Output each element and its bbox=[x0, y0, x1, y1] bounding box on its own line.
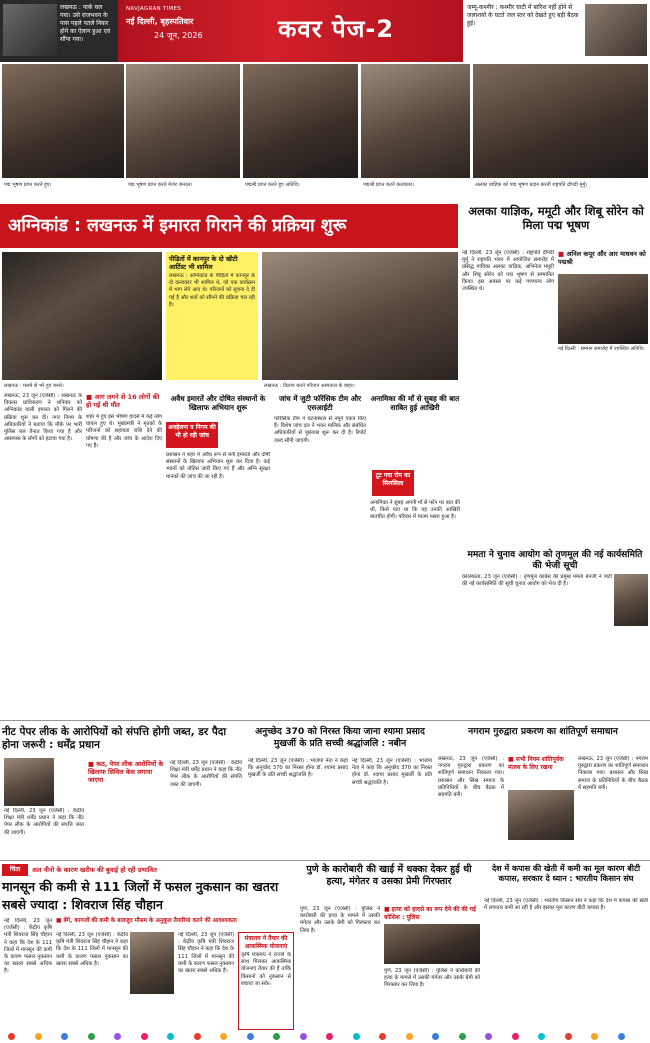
registration-dot bbox=[167, 1033, 174, 1040]
registration-dot bbox=[273, 1033, 280, 1040]
registration-dot bbox=[512, 1033, 519, 1040]
lead-headline: अग्निकांड : लखनऊ में इमारत गिराने की प्रक्रिया शुरू bbox=[0, 204, 458, 248]
article370-headline: अनुच्छेद 370 को निरस्त किया जाना श्यामा प्रसाद मुखर्जी के प्रति सच्ची श्रद्धांजलि : नबीन bbox=[255, 726, 425, 749]
registration-dot bbox=[406, 1033, 413, 1040]
pune-body-2: पुणे, 23 जून (एजेंसी) : पुलिस ने कारोबारी की हत्या के मामले में उसकी मंगेतर और उसके प्रेमी को गिरफ्तार कर लिया है। bbox=[384, 968, 480, 989]
registration-dot bbox=[194, 1033, 201, 1040]
row3-divider bbox=[0, 860, 650, 861]
registration-dot bbox=[8, 1033, 15, 1040]
registration-dot bbox=[485, 1033, 492, 1040]
registration-dot bbox=[141, 1033, 148, 1040]
page-title: कवर पेज-2 bbox=[278, 15, 395, 43]
mamata-photo bbox=[614, 574, 648, 626]
registration-dot bbox=[88, 1033, 95, 1040]
registration-dot bbox=[565, 1033, 572, 1040]
story1-body: प्रशासन ने शहर में अवैध रूप से बनी इमारतों और दोषी संस्थानों के खिलाफ अभियान शुरू कर दिया है। कई भवनों को नोटिस जारी किए गए हैं और अग्नि सुरक्षा मानकों की जांच की जा रही है। bbox=[166, 452, 270, 480]
grieving-family-photo bbox=[262, 252, 458, 380]
lead-body-col2: शहर में हुए इस भीषण हादसे में कई लोग घायल हुए थे। मुख्यमंत्री ने मृतकों के परिजनों को सहायता राशि देने की घोषणा की है और जांच के आदेश दिए गए हैं। bbox=[86, 414, 162, 449]
story1-highlight: अवहेलना व निगम की भी हो रही जांच bbox=[166, 422, 218, 448]
row2-divider bbox=[0, 720, 650, 721]
monsoon-body-3: नई दिल्ली, 23 जून (एजेंसी) : केंद्रीय कृषि मंत्री शिवराज सिंह चौहान ने कहा कि देश के 111 जिलों में मानसून की कमी के कारण फसल नुकसान का खतरा सबसे अधिक है। bbox=[178, 932, 234, 975]
mamata-headline: ममता ने चुनाव आयोग को तृणमूल की नई कार्यसमिति की भेजी सूची bbox=[467, 550, 643, 571]
pune-body: पुणे, 23 जून (एजेंसी) : पुलिस ने कारोबारी की हत्या के मामले में उसकी मंगेतर और उसके प्रेमी को गिरफ्तार कर लिया है। bbox=[300, 906, 380, 934]
right-body: नई दिल्ली, 23 जून (एजेंसी) : राष्ट्रपति द्रौपदी मुर्मू ने राष्ट्रपति भवन में आयोजित समारोह में प्रसिद्ध गायिका अलका याज्ञिक, अभिनेता ममूटी और शिबू सोरेन को पद्म भूषण से सम्मानित किया। इस अवसर पर कई गणमान्य लोग उपस्थित थे। bbox=[462, 250, 554, 293]
pradhan-photo bbox=[4, 758, 54, 806]
right-teaser-text: जम्मू-कश्मीर : कश्मीर घाटी में बारिश नहीं होने से जलाशयों के घटते जल स्तर को देखते हुए बड़ी बैठक हुई। bbox=[467, 4, 579, 27]
pune-photo bbox=[384, 924, 480, 964]
teaser-photo-right bbox=[585, 4, 647, 56]
monsoon-headline: मानसून की कमी से 111 जिलों में फसल नुकसान का खतरा सबसे ज्यादा : शिवराज सिंह चौहान bbox=[2, 879, 279, 912]
center-photo-caption: लखनऊ : विलाप करते परिजन अस्पताल के बाहर। bbox=[264, 383, 355, 389]
paper-name: NAVJAGRAN TIMES bbox=[126, 6, 182, 12]
right-award-photo bbox=[558, 274, 648, 344]
story2-headline: जांच में जुटी फॉरेंसिक टीम और एसआईटी bbox=[278, 394, 362, 412]
gurudwara-body: लखनऊ, 23 जून (एजेंसी) : नगराम गुरुद्वारा प्रकरण का शांतिपूर्ण समाधान निकाला गया। प्रशासन और सिख समाज के प्रतिनिधियों के बीच बैठक में सहमति बनी। bbox=[438, 756, 504, 799]
neet-body-2: नई दिल्ली, 23 जून (एजेंसी) : केंद्रीय शिक्षा मंत्री धर्मेंद्र प्रधान ने कहा कि नीट पेपर लीक के आरोपियों की संपत्ति जब्त की जाएगी। bbox=[170, 760, 242, 788]
registration-dot bbox=[618, 1033, 625, 1040]
story3-body: अनामिका ने सुबह अपनी माँ से फोन पर बात की थी, किसे पता था कि यह उनकी आखिरी बातचीत होगी। परिवार में मातम पसरा हुआ है। bbox=[370, 500, 460, 521]
kanpur-box-title: पीड़ितों में कानपुर के दो खीटी आर्टिस्ट भी शामिल bbox=[169, 255, 238, 271]
registration-dot bbox=[114, 1033, 121, 1040]
registration-dot bbox=[379, 1033, 386, 1040]
cotton-body: नई दिल्ली, 23 जून (एजेंसी) : भारतीय किसान संघ ने कहा कि देश में कपास की खेती में लगातार कमी आ रही है और इसका मूल कारण बीटी कपास है। bbox=[484, 898, 648, 912]
monsoon-body-2: नई दिल्ली, 23 जून (एजेंसी) : केंद्रीय कृषि मंत्री शिवराज सिंह चौहान ने कहा कि देश के 111 जिलों में मानसून की कमी के कारण फसल नुकसान का खतरा सबसे अधिक है। bbox=[56, 932, 128, 967]
registration-dot bbox=[61, 1033, 68, 1040]
story3-headline: अनामिका की माँ से सुबह की बात साबित हुई आखिरी bbox=[370, 394, 460, 412]
registration-dot bbox=[432, 1033, 439, 1040]
right-headline: अलका याज्ञिक, ममूटी और शिबू सोरेन को मिला पद्म भूषण bbox=[468, 204, 644, 232]
award-photo-2 bbox=[126, 64, 240, 178]
lead-photo-caption: लखनऊ : मलबे से भरे हुए कमरे। bbox=[4, 383, 64, 389]
fire-building-photo bbox=[2, 252, 162, 380]
kanpur-box bbox=[166, 252, 258, 380]
photo-caption-2: पद्म भूषण प्राप्त करते मेजर जनरल। bbox=[128, 182, 193, 188]
chinta-tag: चिंता bbox=[2, 864, 28, 876]
monsoon-kicker: अल नीनो के कारण खरीफ की बुवाई हो रही प्रभावित bbox=[32, 866, 157, 874]
contingency-box-body: कृषि मंत्रालय ने राज्यों के साथ मिलकर आकस्मिक योजनाएं तैयार की हैं ताकि किसानों को नुकसान से बचाया जा सके। bbox=[241, 952, 291, 987]
kanpur-box-body: लखनऊ : अग्निकांड के पीड़ितों में कानपुर के दो कलाकार भी शामिल थे, जो एक कार्यक्रम में भाग लेने आए थे। परिजनों को सूचना दे दी गई है और शवों को सौंपने की प्रक्रिया चल रही है। bbox=[169, 273, 255, 308]
page-header bbox=[0, 0, 650, 62]
lead-subhead: ■ आग लगने से 16 लोगों की हो गई थी मौत bbox=[86, 393, 162, 409]
monsoon-subhead: ■ बेंगे, कागजों की कमी के बावजूद मौसम के अनुकूल तैयारियां करने की आवश्यकता bbox=[56, 918, 292, 925]
teaser-photo-left bbox=[3, 4, 57, 56]
registration-dot bbox=[247, 1033, 254, 1040]
gurudwara-subhead: ■ सभी नियम शांतिपूर्वक मंतव्य के लिए रखना bbox=[508, 756, 574, 772]
registration-dot bbox=[538, 1033, 545, 1040]
pune-headline: पुणे के कारोबारी की खाई में धक्का देकर हुई थी हत्या, मंगेतर व उसका प्रेमी गिरफ्तार bbox=[306, 864, 472, 887]
monsoon-body-1: नई दिल्ली, 23 जून (एजेंसी) : केंद्रीय कृषि मंत्री शिवराज सिंह चौहान ने कहा कि देश के 111 जिलों में मानसून की कमी के कारण फसल नुकसान का खतरा सबसे अधिक है। bbox=[4, 918, 52, 975]
award-photo-1 bbox=[2, 64, 124, 178]
registration-dot bbox=[353, 1033, 360, 1040]
chouhan-photo bbox=[130, 932, 174, 994]
contingency-box bbox=[238, 932, 294, 1030]
neet-subhead: ■ कठ, पेपर लीक आरोपियों के खिलाफ सिविल केस लगाया जाएगा bbox=[88, 760, 166, 784]
footer-bar bbox=[0, 1030, 650, 1043]
date-line: नई दिल्ली, बृहस्पतिवार bbox=[126, 17, 194, 26]
article370-body-2: नई दिल्ली, 23 जून (एजेंसी) : भाजपा नेता ने कहा कि अनुच्छेद 370 का निरस्त होना डॉ. श्यामा प्रसाद मुखर्जी के प्रति सच्ची श्रद्धांजलि है। bbox=[352, 758, 432, 786]
story1-headline: अवैध इमारतें और दोषित संस्थानों के खिलाफ अभियान शुरू bbox=[170, 394, 266, 412]
header-right-teaser bbox=[463, 0, 650, 62]
pune-subhead: ■ हत्या को हादसे का रूप देने की की गई कोशिश : पुलिस bbox=[384, 906, 480, 921]
contingency-box-title: मंत्रालय ने तैयार की आकस्मिक योजनाएं bbox=[244, 935, 288, 950]
cotton-headline: देश में कपास की खेती में कमी का मूल कारण बीटी कपास, सरकार दे ध्यान : भारतीय किसान संघ bbox=[491, 864, 641, 883]
issue-date: 24 जून, 2026 bbox=[154, 31, 203, 40]
registration-dot bbox=[326, 1033, 333, 1040]
gurudwara-headline: नगराम गुरुद्वारा प्रकरण का शांतिपूर्ण समाधान bbox=[468, 726, 618, 737]
gurudwara-body-2: लखनऊ, 23 जून (एजेंसी) : नगराम गुरुद्वारा प्रकरण का शांतिपूर्ण समाधान निकाला गया। प्रशासन और सिख समाज के प्रतिनिधियों के बीच बैठक में सहमति बनी। bbox=[578, 756, 648, 791]
story2-body: फॉरेंसिक टीम ने घटनास्थल से नमूने एकत्र किए हैं। विशेष जांच दल ने भवन मालिक और संबंधित अधिकारियों से पूछताछ शुरू कर दी है। रिपोर्ट जल्द सौंपी जाएगी। bbox=[274, 416, 366, 444]
photo-caption-3: पद्मश्री प्राप्त करते हुए अतिथि। bbox=[245, 182, 300, 188]
award-photo-4 bbox=[361, 64, 470, 178]
award-photo-5 bbox=[473, 64, 648, 178]
photo-caption-4: पद्मश्री प्राप्त करते कलाकार। bbox=[363, 182, 414, 188]
neet-body: नई दिल्ली, 23 जून (एजेंसी) : केंद्रीय शिक्षा मंत्री धर्मेंद्र प्रधान ने कहा कि नीट पेपर लीक के आरोपियों की संपत्ति जब्त की जाएगी। bbox=[4, 808, 84, 836]
right-photo-caption: नई दिल्ली : सम्मान समारोह में उपस्थित अतिथि। bbox=[558, 346, 645, 352]
registration-dot bbox=[35, 1033, 42, 1040]
right-subhead: ■ अनिल कपूर और आर माधवन को पद्मश्री bbox=[558, 250, 648, 266]
photo-caption-1: पद्म भूषण प्राप्त करते हुए। bbox=[4, 182, 52, 188]
neet-headline: नीट पेपर लीक के आरोपियों को संपत्ति होगी जब्त, डर पैदा होना जरूरी : धर्मेंद्र प्रधान bbox=[2, 726, 227, 751]
mamata-body: कोलकाता, 23 जून (एजेंसी) : तृणमूल कांग्रेस की प्रमुख ममता बनर्जी ने पार्टी की नई कार्यसमिति की सूची चुनाव आयोग को भेज दी है। bbox=[462, 574, 612, 588]
header-masthead bbox=[118, 0, 463, 62]
registration-dot bbox=[300, 1033, 307, 1040]
gurudwara-photo bbox=[508, 790, 574, 840]
article370-body: नई दिल्ली, 23 जून (एजेंसी) : भाजपा नेता ने कहा कि अनुच्छेद 370 का निरस्त होना डॉ. श्यामा प्रसाद मुखर्जी के प्रति सच्ची श्रद्धांजलि है। bbox=[248, 758, 348, 779]
registration-dot bbox=[591, 1033, 598, 1040]
header-left-teaser bbox=[0, 0, 118, 62]
registration-dot bbox=[459, 1033, 466, 1040]
registration-dot bbox=[220, 1033, 227, 1040]
lead-body-col1: लखनऊ, 23 जून (एजेंसी) : लखनऊ के विकास प्राधिकरण ने शनिवार को अग्निकांड वाली इमारत को गिराने की प्रक्रिया शुरू कर दी। नगर निगम के अधिकारियों ने बताया कि मौके पर भारी पुलिस बल तैनात किया गया है और आसपास के लोगों को हटाया गया है। bbox=[4, 393, 82, 443]
award-photo-3 bbox=[243, 64, 358, 178]
story3-highlight: टूट गया रोम का सिलसिला bbox=[372, 470, 414, 496]
photo-caption-5: अलका याज्ञिक को पद्म भूषण प्रदान करतीं राष्ट्रपति द्रौपदी मुर्मू। bbox=[475, 182, 588, 188]
left-teaser-text: लखनऊ : पार्क चल गया। उसे राजभवन के पास पहले पतले निकर होने का ऐलान हुआ एवं सौंपा गया। bbox=[60, 4, 111, 43]
